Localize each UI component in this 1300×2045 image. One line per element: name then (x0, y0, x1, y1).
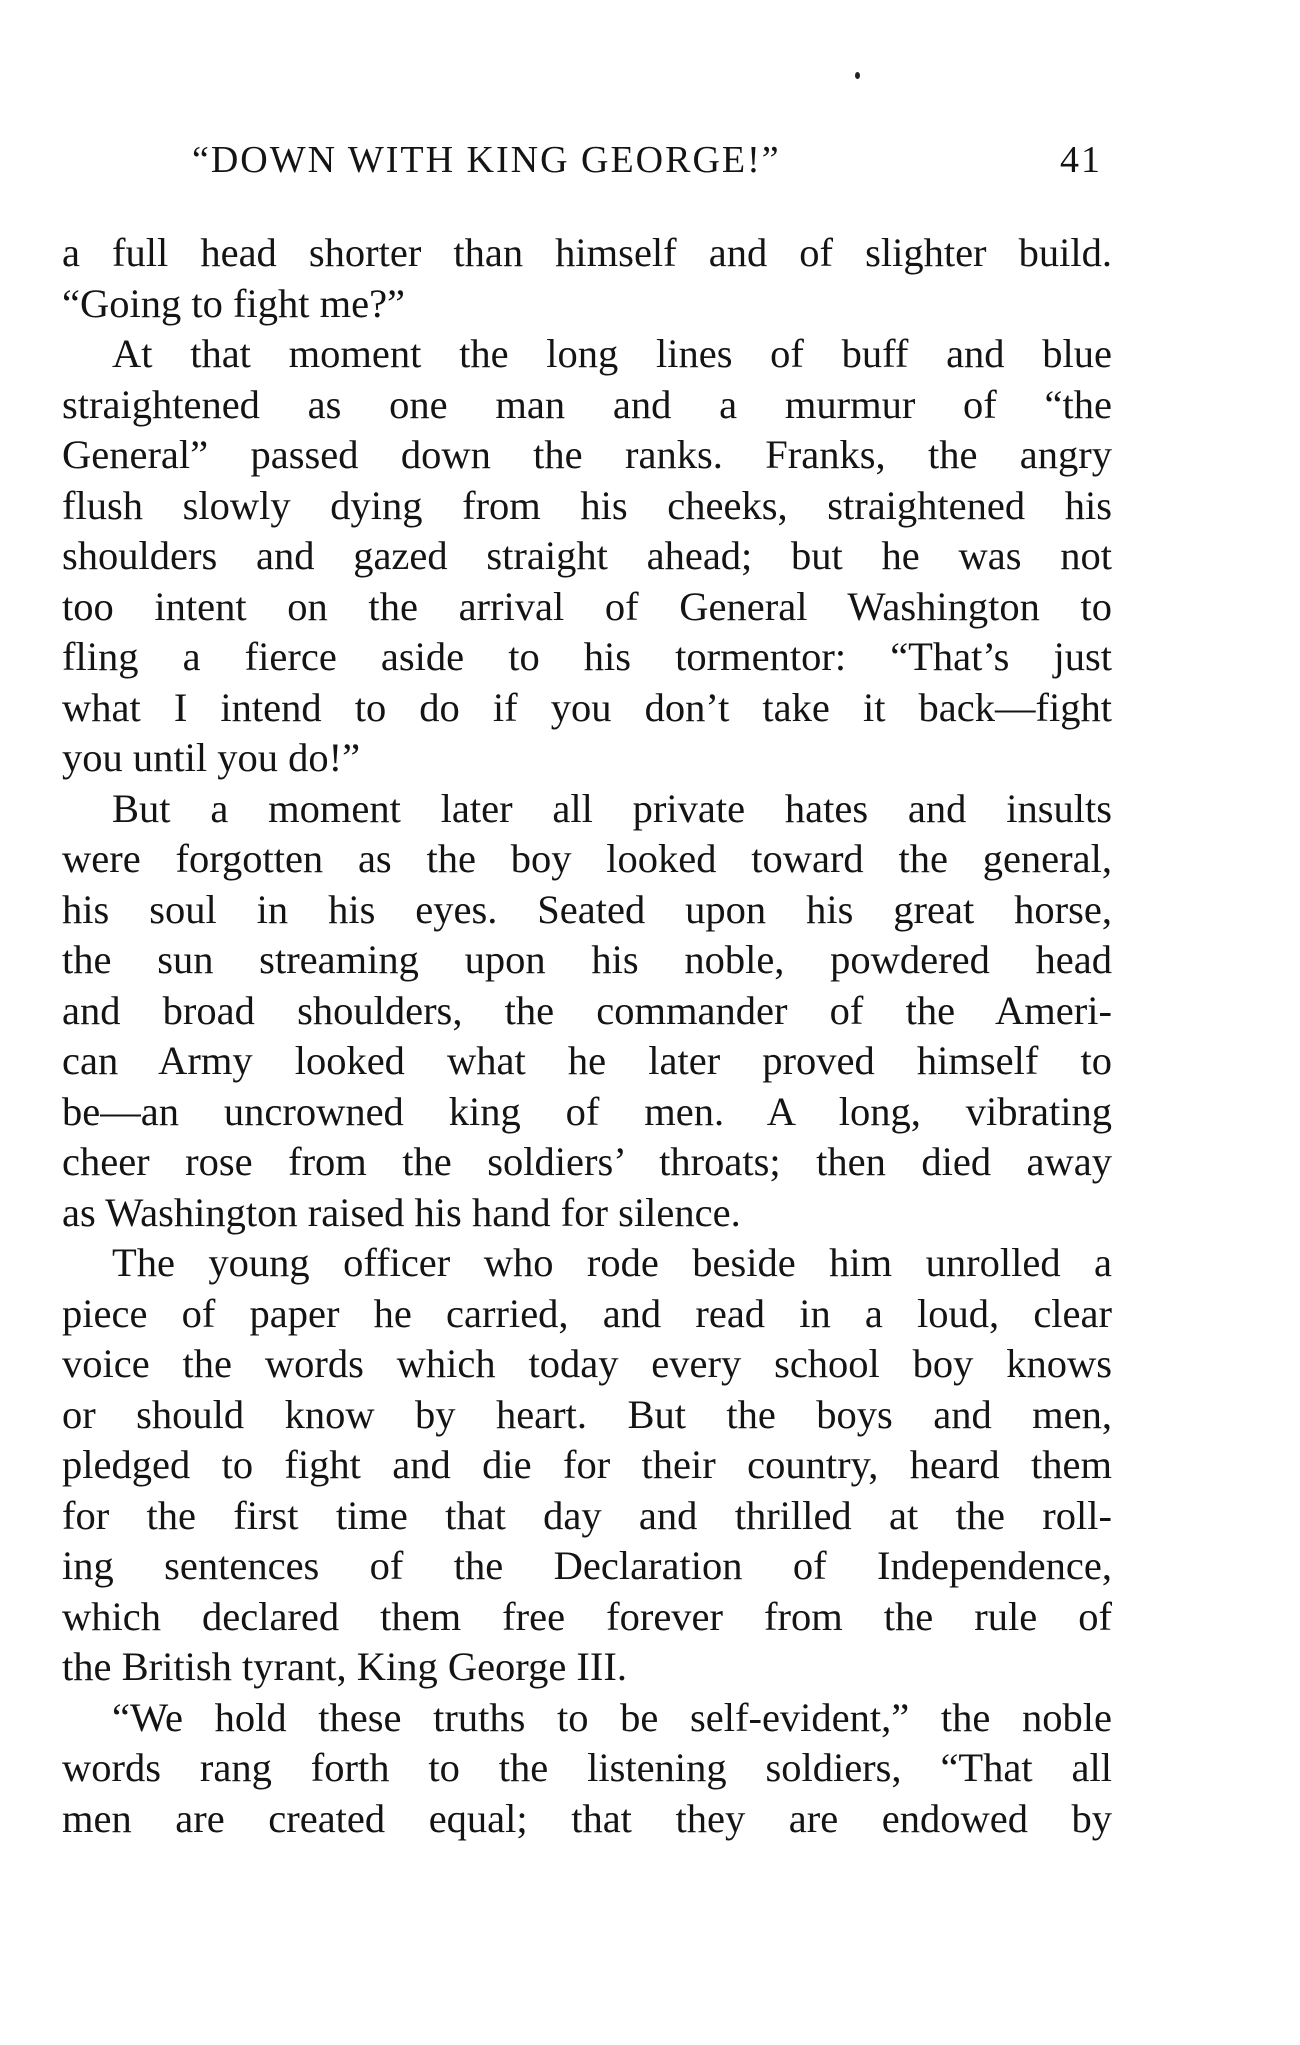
text-line: you until you do!” (62, 735, 361, 780)
paragraph-start-line: “We hold these truths to be self-evident,” the noble (112, 1694, 1112, 1740)
text-line: his soul in his eyes. Seated upon his great horse, (62, 886, 1112, 932)
text-line: be—an uncrowned king of men. A long, vibrating (62, 1088, 1112, 1134)
running-title: “DOWN WITH KING GEORGE!” (192, 139, 781, 181)
text-line: ing sentences of the Declaration of Independence, (62, 1543, 1112, 1588)
text-line: flush slowly dying from his cheeks, straightened his (62, 482, 1112, 528)
body-text (62, 228, 1112, 1844)
running-head (0, 138, 1300, 188)
text-line: voice the words which today every school boy knows (62, 1341, 1112, 1386)
text-line: as Washington raised his hand for silence. (62, 1189, 741, 1235)
text-line: straightened as one man and a murmur of “the (62, 381, 1112, 427)
paragraph-start-line: The young officer who rode beside him unrolled a (112, 1240, 1112, 1285)
text-line: what I intend to do if you don’t take it back—fight (62, 684, 1112, 730)
text-line: were forgotten as the boy looked toward the general, (62, 836, 1112, 881)
print-speck (855, 72, 860, 79)
text-line: fling a fierce aside to his tormentor: “That’s just (62, 634, 1112, 679)
paragraph-start-line: At that moment the long lines of buff and blue (112, 331, 1112, 376)
text-line: the British tyrant, King George III. (62, 1644, 628, 1689)
text-line: cheer rose from the soldiers’ throats; then died away (62, 1139, 1112, 1184)
text-line: can Army looked what he later proved himself to (62, 1038, 1112, 1083)
text-line: a full head shorter than himself and of slighter build. (62, 230, 1112, 275)
text-line: and broad shoulders, the commander of the Ameri- (62, 987, 1112, 1033)
text-line: the sun streaming upon his noble, powdered head (62, 937, 1112, 982)
text-line: or should know by heart. But the boys and men, (62, 1391, 1112, 1437)
text-line: pledged to fight and die for their country, heard them (62, 1442, 1112, 1487)
text-line: too intent on the arrival of General Washington to (62, 583, 1112, 629)
text-line: words rang forth to the listening soldiers, “That all (62, 1745, 1112, 1790)
text-line: General” passed down the ranks. Franks, the angry (62, 432, 1112, 477)
text-line: “Going to fight me?” (62, 280, 406, 326)
paragraph-start-line: But a moment later all private hates and insults (112, 785, 1112, 831)
text-line: which declared them free forever from the rule of (62, 1593, 1112, 1639)
text-line: men are created equal; that they are endowed by (62, 1795, 1112, 1841)
text-line: shoulders and gazed straight ahead; but he was not (62, 533, 1112, 578)
page-number: 41 (1060, 139, 1102, 181)
text-line: for the first time that day and thrilled at the roll- (62, 1492, 1112, 1538)
text-line: piece of paper he carried, and read in a loud, clear (62, 1290, 1112, 1336)
